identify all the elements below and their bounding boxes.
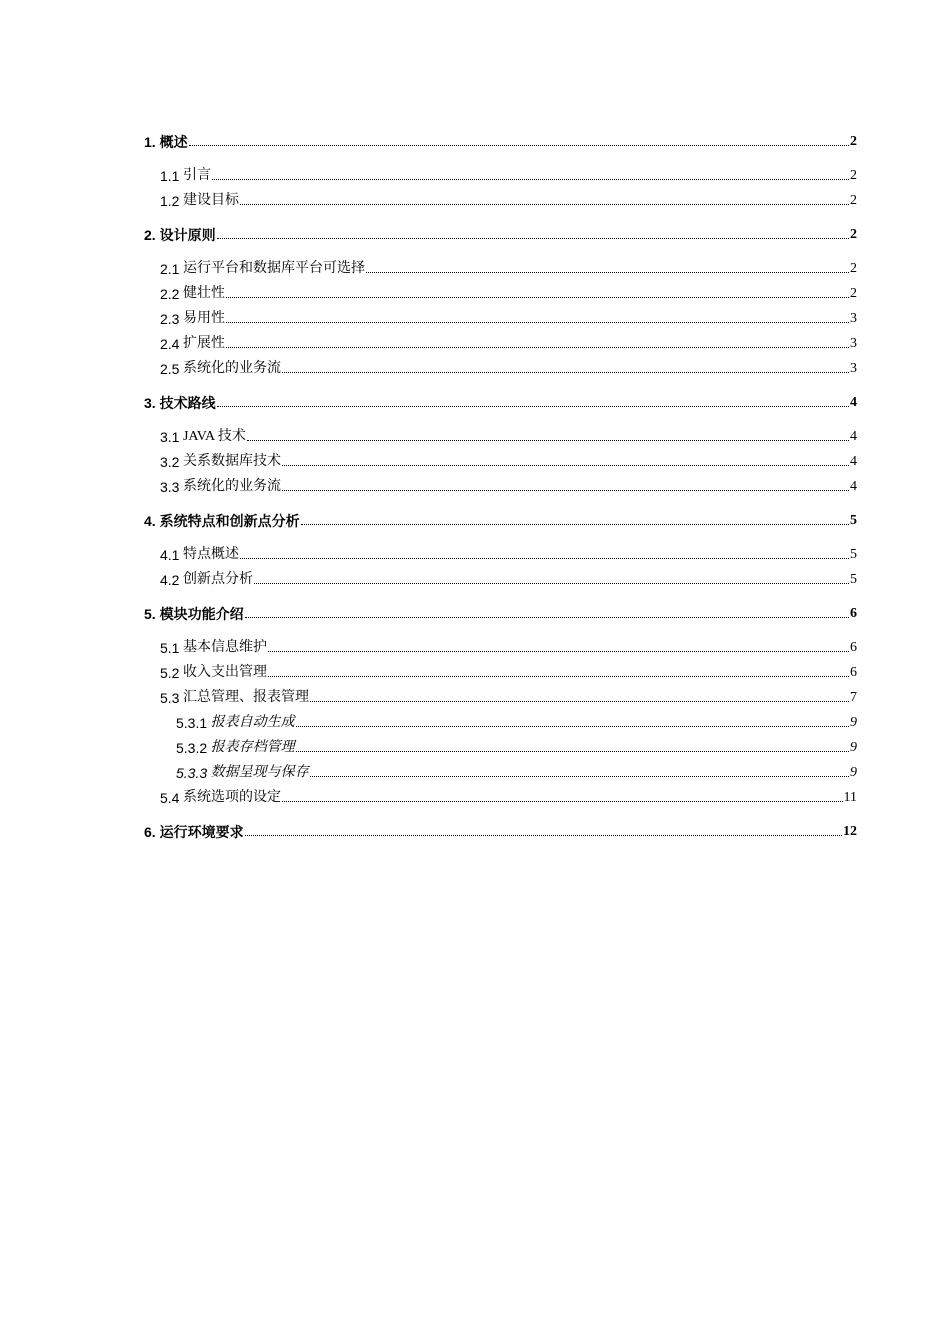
toc-number: 2.5: [160, 361, 180, 377]
toc-number: 2.2: [160, 286, 180, 302]
toc-entry-5-1[interactable]: [144, 632, 857, 657]
toc-entry-4-1[interactable]: [144, 539, 857, 564]
toc-entry-2[interactable]: [144, 219, 857, 244]
dot-leader: [268, 650, 849, 652]
toc-number: 6.: [144, 824, 156, 840]
toc-page-number: 4: [850, 395, 857, 410]
toc-title: 引言: [182, 168, 211, 183]
dot-leader: [245, 616, 849, 618]
toc-number: 5.3.1: [176, 715, 208, 731]
toc-number: 5.3.3: [176, 765, 208, 781]
toc-title: 关系数据库技术: [182, 454, 281, 469]
toc-number: 2.1: [160, 261, 180, 277]
toc-title: 系统化的业务流: [182, 479, 281, 494]
dot-leader: [366, 271, 849, 273]
toc-entry-5-4[interactable]: [144, 782, 857, 807]
dot-leader: [217, 405, 849, 407]
toc-title: JAVA 技术: [182, 429, 246, 444]
dot-leader: [254, 582, 849, 584]
toc-title: 概述: [159, 134, 188, 150]
toc-title: 设计原则: [159, 227, 216, 243]
dot-leader: [247, 439, 849, 441]
toc-page-number: 2: [850, 261, 857, 276]
dot-leader: [301, 523, 849, 525]
toc-title: 收入支出管理: [182, 665, 267, 680]
toc-title: 健壮性: [182, 286, 225, 301]
dot-leader: [310, 700, 849, 702]
dot-leader: [245, 834, 842, 836]
dot-leader: [282, 800, 843, 802]
toc-entry-1[interactable]: [144, 126, 857, 151]
toc-page-number: 3: [850, 361, 857, 376]
toc-entry-2-2[interactable]: [144, 278, 857, 303]
toc-entry-5-3[interactable]: [144, 682, 857, 707]
toc-title: 基本信息维护: [182, 640, 267, 655]
toc-number: 2.3: [160, 311, 180, 327]
dot-leader: [268, 675, 849, 677]
toc-page-number: 4: [850, 479, 857, 494]
toc-entry-3-3[interactable]: [144, 471, 857, 496]
toc-page-number: 9: [850, 765, 857, 780]
toc-title: 报表自动生成: [210, 715, 295, 730]
dot-leader: [240, 557, 849, 559]
toc-number: 3.: [144, 395, 156, 411]
dot-leader: [296, 725, 849, 727]
toc-number: 5.4: [160, 790, 180, 806]
toc-entry-2-4[interactable]: [144, 328, 857, 353]
toc-page-number: 9: [850, 740, 857, 755]
toc-title: 扩展性: [182, 336, 225, 351]
toc-title: 运行环境要求: [159, 824, 244, 840]
toc-entry-3-1[interactable]: [144, 421, 857, 446]
toc-entry-3[interactable]: [144, 387, 857, 412]
dot-leader: [226, 346, 849, 348]
toc-entry-5-2[interactable]: [144, 657, 857, 682]
toc-entry-4[interactable]: [144, 505, 857, 530]
toc-entry-6[interactable]: [144, 816, 857, 841]
toc-entry-5[interactable]: [144, 598, 857, 623]
toc-page-number: 9: [850, 715, 857, 730]
dot-leader: [189, 144, 849, 146]
toc-page-number: 5: [850, 572, 857, 587]
toc-title: 易用性: [182, 311, 225, 326]
toc-title: 汇总管理、报表管理: [182, 690, 309, 705]
toc-page-number: 6: [850, 606, 857, 621]
toc-entry-4-2[interactable]: [144, 564, 857, 589]
toc-number: 4.2: [160, 572, 180, 588]
toc-page-number: 11: [843, 790, 857, 805]
toc-number: 1.2: [160, 193, 180, 209]
toc-number: 5.1: [160, 640, 180, 656]
toc-number: 5.3: [160, 690, 180, 706]
dot-leader: [226, 296, 849, 298]
dot-leader: [296, 750, 849, 752]
toc-number: 1.: [144, 134, 156, 150]
toc-page-number: 6: [850, 640, 857, 655]
toc-page-number: 12: [843, 824, 857, 839]
toc-number: 5.3.2: [176, 740, 208, 756]
toc-title: 技术路线: [159, 395, 216, 411]
toc-number: 4.1: [160, 547, 180, 563]
toc-entry-1-2[interactable]: [144, 185, 857, 210]
toc-page-number: 4: [850, 454, 857, 469]
toc-title: 模块功能介绍: [159, 606, 244, 622]
toc-entry-1-1[interactable]: [144, 160, 857, 185]
toc-page-number: 4: [850, 429, 857, 444]
toc-page-number: 5: [850, 547, 857, 562]
toc-entry-2-1[interactable]: [144, 253, 857, 278]
toc-number: 2.: [144, 227, 156, 243]
toc-page-number: 3: [850, 336, 857, 351]
toc-entry-2-5[interactable]: [144, 353, 857, 378]
toc-title: 系统特点和创新点分析: [159, 513, 300, 529]
toc-page-number: 5: [850, 513, 857, 528]
toc-entry-5-3-2[interactable]: [144, 732, 857, 757]
toc-title: 特点概述: [182, 547, 239, 562]
toc-title: 系统化的业务流: [182, 361, 281, 376]
toc-entry-3-2[interactable]: [144, 446, 857, 471]
toc-number: 1.1: [160, 168, 180, 184]
toc-page-number: 2: [850, 193, 857, 208]
toc-page-number: 2: [850, 227, 857, 242]
toc-title: 数据呈现与保存: [210, 765, 309, 780]
toc-page-number: 3: [850, 311, 857, 326]
dot-leader: [217, 237, 849, 239]
dot-leader: [240, 203, 849, 205]
toc-number: 3.1: [160, 429, 180, 445]
toc-number: 2.4: [160, 336, 180, 352]
dot-leader: [282, 464, 849, 466]
table-of-contents: [144, 126, 857, 841]
toc-number: 4.: [144, 513, 156, 529]
toc-entry-5-3-3[interactable]: [144, 757, 857, 782]
toc-page-number: 2: [850, 134, 857, 149]
toc-page-number: 6: [850, 665, 857, 680]
dot-leader: [310, 775, 849, 777]
dot-leader: [226, 321, 849, 323]
toc-number: 3.3: [160, 479, 180, 495]
toc-number: 3.2: [160, 454, 180, 470]
toc-title: 创新点分析: [182, 572, 253, 587]
toc-title: 建设目标: [182, 193, 239, 208]
toc-entry-5-3-1[interactable]: [144, 707, 857, 732]
toc-page-number: 7: [850, 690, 857, 705]
dot-leader: [282, 371, 849, 373]
toc-title: 系统选项的设定: [182, 790, 281, 805]
toc-number: 5.2: [160, 665, 180, 681]
toc-page-number: 2: [850, 286, 857, 301]
toc-title: 报表存档管理: [210, 740, 295, 755]
toc-entry-2-3[interactable]: [144, 303, 857, 328]
toc-page-number: 2: [850, 168, 857, 183]
dot-leader: [282, 489, 849, 491]
toc-number: 5.: [144, 606, 156, 622]
toc-title: 运行平台和数据库平台可选择: [182, 261, 365, 276]
dot-leader: [212, 178, 849, 180]
